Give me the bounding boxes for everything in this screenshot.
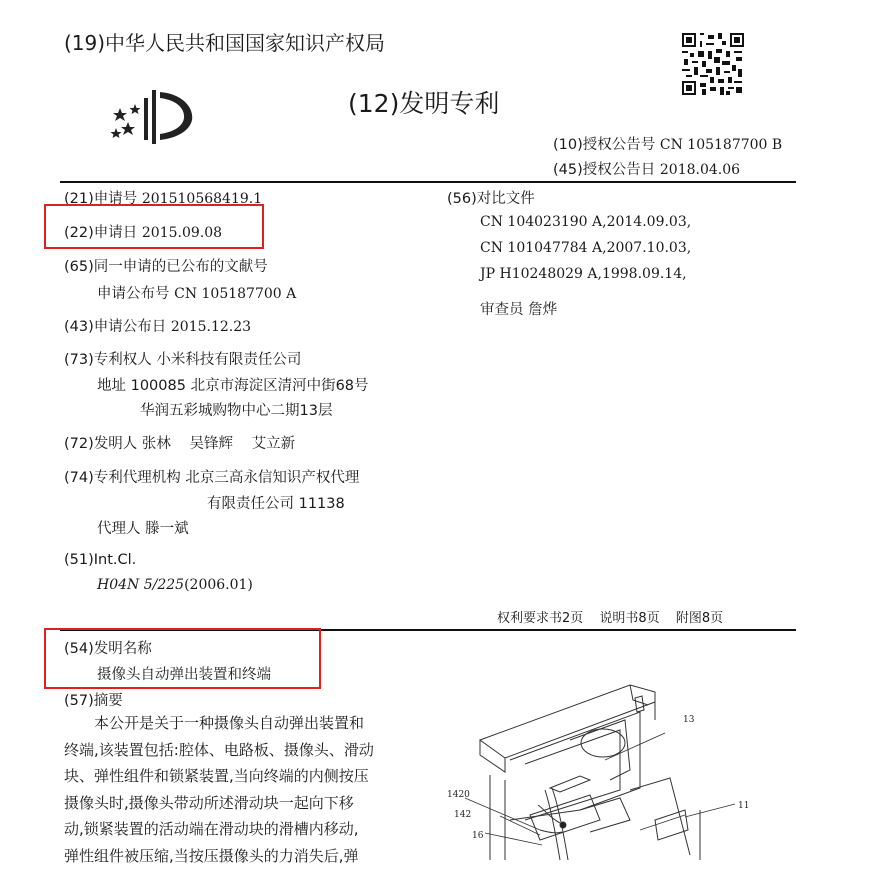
publication-date: 2015.12.23 — [171, 319, 251, 335]
agent: 滕一斌 — [145, 521, 189, 537]
claims-pages: 权利要求书2页 — [497, 611, 583, 626]
reference-item: CN 104023190 A,2014.09.03, — [480, 214, 691, 230]
inventors-label: (72)发明人 — [64, 436, 137, 452]
int-cl-row — [97, 577, 253, 593]
grant-date: 2018.04.06 — [660, 162, 740, 178]
figure-label: 16 — [472, 831, 484, 841]
agent-label: 代理人 — [97, 521, 141, 537]
reference-item: JP H10248029 A,1998.09.14, — [480, 266, 687, 282]
patentee: 小米科技有限责任公司 — [156, 352, 301, 368]
figure-label: 11 — [738, 801, 749, 811]
qr-code-icon — [682, 33, 744, 95]
examiner: 詹烨 — [528, 302, 557, 318]
agent-row — [97, 517, 189, 538]
int-cl-code: H04N 5/225 — [97, 577, 184, 593]
abstract-line: 块、弹性组件和锁紧装置,当向终端的内侧按压 — [64, 763, 414, 790]
patent-drawing — [430, 680, 790, 860]
application-number-label: (21)申请号 — [64, 191, 137, 207]
document-type: (12)发明专利 — [348, 84, 499, 120]
figure-label: 1420 — [447, 790, 470, 800]
highlight-box-application-date — [44, 204, 264, 249]
abstract-body — [64, 710, 414, 869]
abstract-line: 本公开是关于一种摄像头自动弹出装置和 — [64, 710, 414, 737]
agency-label: (74)专利代理机构 — [64, 470, 181, 486]
highlight-box-invention-title — [44, 628, 321, 689]
grant-number-row — [553, 133, 782, 154]
int-cl-label: (51)Int.Cl. — [64, 552, 136, 568]
publication-date-label: (43)申请公布日 — [64, 319, 166, 335]
publication-number-row — [97, 282, 296, 303]
examiner-row — [480, 298, 557, 319]
invention-title: 摄像头自动弹出装置和终端 — [97, 663, 271, 684]
abstract-line: 动,锁紧装置的活动端在滑动块的滑槽内移动, — [64, 816, 414, 843]
abstract-line: 摄像头时,摄像头带动所述滑动块一起向下移 — [64, 790, 414, 817]
examiner-label: 审查员 — [480, 302, 524, 318]
agency-row — [64, 466, 359, 487]
description-pages: 说明书8页 — [599, 611, 659, 626]
address-line2: 华润五彩城购物中心二期13层 — [140, 399, 332, 420]
sipo-logo — [108, 86, 198, 146]
publication-number-label: 申请公布号 — [97, 286, 170, 302]
application-number: 201510568419.1 — [142, 191, 262, 207]
header-divider — [60, 181, 796, 183]
references-label: (56)对比文件 — [447, 187, 535, 208]
page-counts — [497, 607, 723, 626]
publication-date-row — [64, 315, 251, 336]
drawing-pages: 附图8页 — [676, 611, 723, 626]
grant-number-label: (10)授权公告号 — [553, 137, 655, 153]
address-label: 地址 — [97, 378, 126, 394]
agency-line1: 北京三高永信知识产权代理 — [185, 470, 359, 486]
abstract-line: 弹性组件被压缩,当按压摄像头的力消失后,弹 — [64, 843, 414, 869]
publication-number: CN 105187700 A — [174, 286, 296, 302]
int-cl-year: (2006.01) — [184, 577, 253, 593]
application-date-label: (22)申请日 — [64, 225, 137, 241]
abstract-line: 终端,该装置包括:腔体、电路板、摄像头、滑动 — [64, 737, 414, 764]
address-line1: 100085 北京市海淀区清河中街68号 — [131, 378, 369, 394]
patentee-row — [64, 348, 301, 369]
grant-date-row — [553, 158, 740, 179]
reference-item: CN 101047784 A,2007.10.03, — [480, 240, 691, 256]
inventors-row — [64, 432, 295, 453]
published-docs-label: (65)同一申请的已公布的文献号 — [64, 255, 268, 276]
figure-label: 142 — [454, 810, 471, 820]
office-name: (19)中华人民共和国国家知识产权局 — [64, 27, 385, 56]
abstract-label: (57)摘要 — [64, 689, 123, 710]
inventor-name: 艾立新 — [252, 436, 296, 452]
patentee-label: (73)专利权人 — [64, 352, 152, 368]
grant-number: CN 105187700 B — [660, 137, 782, 153]
inventor-name: 吴锋辉 — [189, 436, 233, 452]
invention-title-label: (54)发明名称 — [64, 637, 152, 658]
application-date: 2015.09.08 — [142, 225, 222, 241]
inventor-name: 张林 — [142, 436, 171, 452]
grant-date-label: (45)授权公告日 — [553, 162, 655, 178]
address-row — [97, 374, 369, 395]
agency-line2: 有限责任公司 11138 — [207, 492, 345, 513]
figure-label: 13 — [683, 715, 695, 725]
